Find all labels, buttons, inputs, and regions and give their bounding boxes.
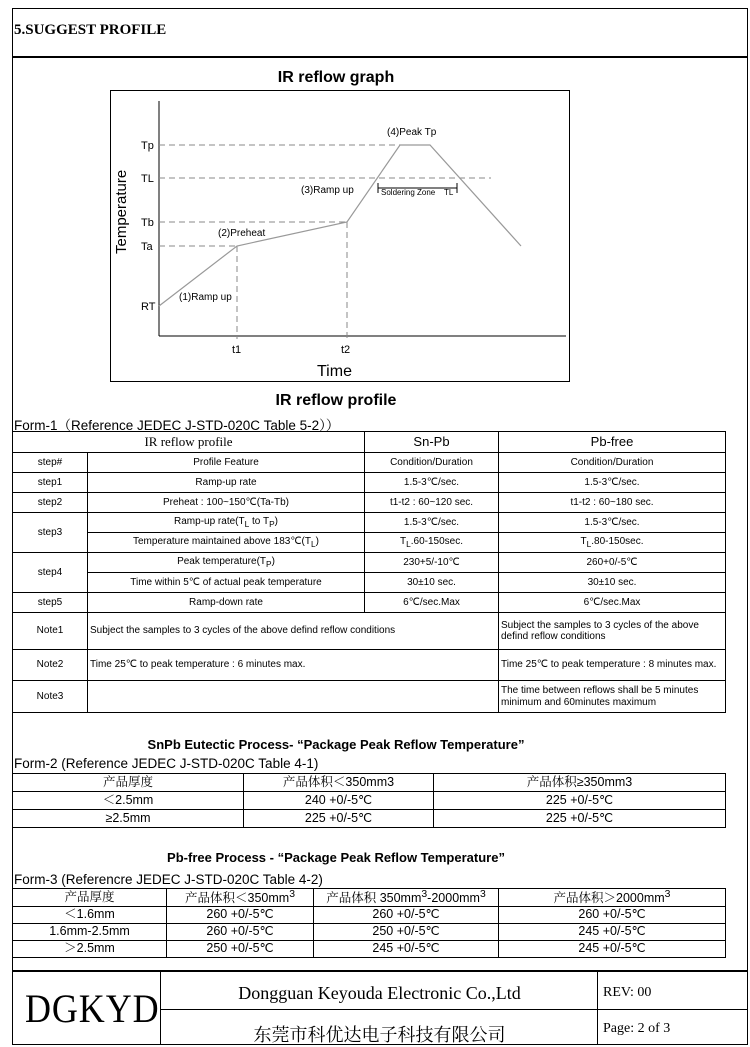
profile-title: IR reflow profile [275,392,397,409]
snpb-cell: $T_L.60-150\sec$. [365,533,499,553]
form2-header-small: 产品体积＜350mm3 [244,774,434,792]
form3-title: Pb-free Process - “Package Peak Reflow Temperature” [167,850,505,865]
note-label: Note2 [13,650,88,681]
snpb-cell: 1.5-3℃/sec. [365,473,499,493]
note-snpb-cell: Time 25℃ to peak temperature : 6 minutes max. [88,650,499,681]
temp-cell: 245 +0/-5℃ [499,940,726,957]
pbfree-cell: $T_L.80-150\sec$. [499,533,726,553]
note-label: Note1 [13,613,88,650]
company-name-en: Dongguan Keyouda Electronic Co.,Ltd [238,983,521,1003]
table-row [13,810,726,828]
temp-cell: 245 +0/-5℃ [499,923,726,940]
snpb-cell: 30±10 sec. [365,573,499,593]
feature-cell: Ramp-up $rate(T_L$ to $T_P$) [88,513,365,533]
feature-cell: Preheat : 100~150℃(Ta-Tb) [88,493,365,513]
page-number: Page: 2 of 3 [603,1021,671,1036]
note-snpb-cell: Subject the samples to 3 cycles of the above defind reflow conditions [88,613,499,650]
thickness-cell: ≥2.5mm [13,810,244,828]
section-title: 5.SUGGEST PROFILE [14,22,167,38]
feature-cell: Time within 5℃ of actual peak temperature [88,573,365,593]
thickness-cell: ＜2.5mm [13,792,244,810]
company-name-cn: 东莞市科优达电子科技有限公司 [253,1025,506,1045]
y-axis-label: Temperature [113,169,130,254]
temp-cell: 225 +0/-5℃ [244,810,434,828]
form1-header-profile: IR reflow profile [13,432,365,453]
note-pbfree-cell: Time 25℃ to peak temperature : 8 minutes max. [499,650,726,681]
form2-header-large: 产品体积≥350mm3 [434,774,726,792]
footer-divider [160,970,161,1045]
step-label: step1 [13,473,88,493]
pbfree-cell: 260+0/-5℃ [499,553,726,573]
table-row [13,923,726,940]
temp-cell: 260 +0/-5℃ [167,923,314,940]
annotation-ramp-up-3: (3)Ramp up [301,185,354,196]
form3-header-small: 产品体积$<350mm^3$ [167,889,314,907]
annotation-soldering-zone: Soldering Zone [381,188,436,197]
revision: REV: 00 [603,985,652,1000]
form3-header-large: 产品体积$>2000mm^3$ [499,889,726,907]
x-tick-t2: t2 [341,344,351,356]
temp-cell: 225 +0/-5℃ [434,792,726,810]
pbfree-cell: t1-t2 : 60~180 sec. [499,493,726,513]
annotation-ramp-up-1: (1)Ramp up [179,292,232,303]
y-tick-ta: Ta [141,241,153,253]
temp-cell: 250 +0/-5℃ [314,923,499,940]
company-logo: DGKYD [25,986,160,1031]
temp-cell: 260 +0/-5℃ [314,906,499,923]
feature-cell: Ramp-down rate [88,593,365,613]
title-rule [12,56,748,58]
y-tick-tb: Tb [141,217,154,229]
table-row [13,473,726,493]
step-label: step5 [13,593,88,613]
temp-cell: 240 +0/-5℃ [244,792,434,810]
table-row [13,906,726,923]
table-row [13,792,726,810]
form1-subheader-feature: Profile Feature [88,453,365,473]
snpb-cell: 6℃/sec.Max [365,593,499,613]
form3-header-mid: 产品体积 $350mm^3-2000mm^3$ [314,889,499,907]
form1-subheader-snpb: Condition/Duration [365,453,499,473]
footer-divider [160,1009,748,1010]
footer-rule [12,970,748,972]
table-row [13,513,726,533]
form1-subheader-step: step# [13,453,88,473]
note-label: Note3 [13,681,88,713]
y-tick-rt: RT [141,301,156,313]
table-row [13,613,726,650]
y-tick-tl: TL [141,173,154,185]
form2-header-thickness: 产品厚度 [13,774,244,792]
step-label: step3 [13,513,88,553]
table-row [13,681,726,713]
step-label: step2 [13,493,88,513]
thickness-cell: 1.6mm-2.5mm [13,923,167,940]
table-row [13,493,726,513]
form1-header-pbfree: Pb-free [499,432,726,453]
temp-cell: 260 +0/-5℃ [167,906,314,923]
annotation-soldering-zone-tl: TL [444,188,454,197]
graph-title: IR reflow graph [277,69,395,86]
form1-header-snpb: Sn-Pb [365,432,499,453]
feature-cell: Peak $temperature(T_P)$ [88,553,365,573]
form2-caption: Form-2 (Reference JEDEC J-STD-020C Table 4-1) [14,756,319,771]
annotation-peak: (4)Peak Tp [387,127,437,138]
table-row [13,573,726,593]
snpb-cell: 1.5-3℃/sec. [365,513,499,533]
form3-caption: Form-3 (Referencre JEDEC J-STD-020C Table 4-2) [14,872,323,887]
x-tick-t1: t1 [232,344,242,356]
table-row [13,533,726,553]
feature-cell: Temperature maintained above $183℃(T_L)$ [88,533,365,553]
x-axis-label: Time [317,363,352,380]
pbfree-cell: 1.5-3℃/sec. [499,473,726,493]
temp-cell: 250 +0/-5℃ [167,940,314,957]
annotation-preheat: (2)Preheat [218,228,266,239]
snpb-cell: 230+5/-10℃ [365,553,499,573]
note-snpb-cell [88,681,499,713]
temp-cell: 260 +0/-5℃ [499,906,726,923]
y-tick-tp: Tp [141,140,154,152]
feature-cell: Ramp-up rate [88,473,365,493]
snpb-cell: t1-t2 : 60~120 sec. [365,493,499,513]
pbfree-cell: 6℃/sec.Max [499,593,726,613]
pbfree-cell: 1.5-3℃/sec. [499,513,726,533]
form1-table [12,431,726,713]
form3-header-thickness: 产品厚度 [13,889,167,907]
table-row [13,650,726,681]
form1-caption: Form-1（Reference JEDEC J-STD-020C Table 5-2）） [14,418,340,433]
temp-cell: 225 +0/-5℃ [434,810,726,828]
table-row [13,940,726,957]
reflow-curve [159,145,521,306]
note-pbfree-cell: Subject the samples to 3 cycles of the above defind reflow conditions [499,613,726,650]
step-label: step4 [13,553,88,593]
form2-table [12,773,726,828]
form1-subheader-pbfree: Condition/Duration [499,453,726,473]
table-row [13,593,726,613]
form2-title: SnPb Eutectic Process- “Package Peak Reflow Temperature” [147,737,525,752]
reflow-graph [110,90,570,382]
pbfree-cell: 30±10 sec. [499,573,726,593]
thickness-cell: ＞2.5mm [13,940,167,957]
form3-table [12,888,726,958]
table-row [13,553,726,573]
note-pbfree-cell: The time between reflows shall be 5 minutes minimum and 60minutes maximum [499,681,726,713]
footer-divider [597,970,598,1045]
temp-cell: 245 +0/-5℃ [314,940,499,957]
thickness-cell: ＜1.6mm [13,906,167,923]
